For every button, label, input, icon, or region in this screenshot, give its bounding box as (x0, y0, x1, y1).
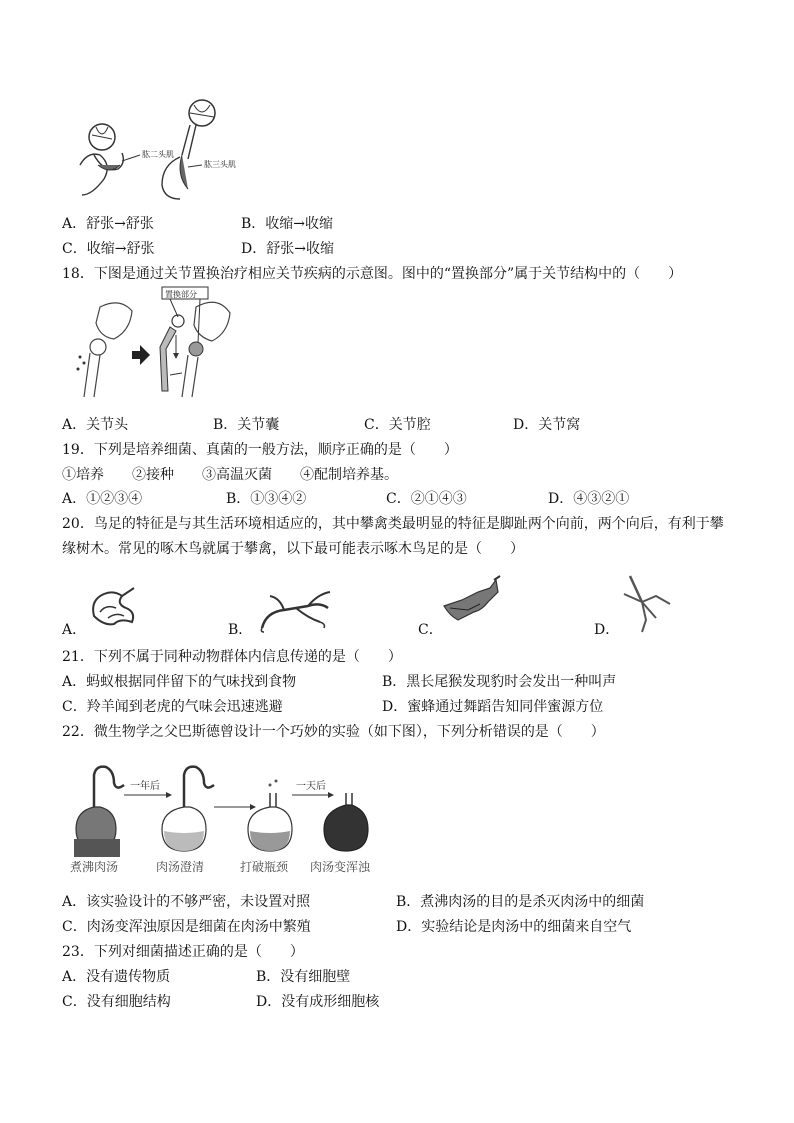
q23-option-a[interactable]: A．没有遗传物质 (62, 969, 171, 985)
q20-foot-d-image (620, 574, 680, 634)
q17-label-triceps: 肱三头肌 (204, 160, 236, 169)
q18-option-b[interactable]: B．关节囊 (213, 417, 280, 433)
q20-stem-line1: 20．鸟足的特征是与其生活环境相适应的，其中攀禽类最明显的特征是脚趾两个向前，两个向后，有利于攀 (62, 516, 724, 532)
q20-foot-c-image (438, 576, 508, 626)
q19-option-b[interactable]: B．①③④② (226, 491, 307, 507)
q22-stem: 22．微生物学之父巴斯德曾设计一个巧妙的实验（如下图），下列分析错误的是（ ） (62, 724, 605, 740)
q18-label-replacement: 置换部分 (165, 290, 197, 299)
q22-option-d[interactable]: D．实验结论是肉汤中的细菌来自空气 (396, 919, 632, 935)
q22-arrow-label-2: 一天后 (296, 781, 326, 792)
q17-option-d[interactable]: D．舒张→收缩 (241, 241, 334, 257)
q21-option-c[interactable]: C．羚羊闻到老虎的气味会迅速逃避 (62, 699, 283, 715)
q17-arm-muscle-figure (70, 95, 250, 205)
q17-option-b[interactable]: B．收缩→收缩 (241, 216, 334, 232)
q20-foot-a-image (86, 582, 146, 627)
q20-option-c[interactable]: C． (418, 622, 443, 638)
q20-option-b[interactable]: B． (228, 622, 253, 638)
q18-option-c[interactable]: C．关节腔 (364, 417, 431, 433)
q21-stem: 21．下列不属于同种动物群体内信息传递的是（ ） (62, 649, 402, 665)
q18-stem: 18．下图是通过关节置换治疗相应关节疾病的示意图。图中的“置换部分”属于关节结构中的（ ） (62, 266, 683, 282)
q22-pasteur-experiment-figure (66, 755, 386, 880)
q17-option-a[interactable]: A．舒张→舒张 (62, 216, 154, 232)
q22-option-a[interactable]: A．该实验设计的不够严密，未设置对照 (62, 894, 311, 910)
q22-caption-1: 煮沸肉汤 (70, 860, 119, 874)
q20-stem-line2: 缘树木。常见的啄木鸟就属于攀禽，以下最可能表示啄木鸟足的是（ ） (62, 541, 524, 557)
q19-option-c[interactable]: C．②①④③ (386, 491, 467, 507)
q22-option-b[interactable]: B．煮沸肉汤的目的是杀灭肉汤中的细菌 (396, 894, 645, 910)
q19-steps: ①培养 ②接种 ③高温灭菌 ④配制培养基。 (62, 467, 398, 483)
q22-arrow-label-1: 一年后 (130, 781, 160, 792)
q17-label-biceps: 肱二头肌 (142, 150, 174, 159)
q22-caption-2: 肉汤澄清 (156, 860, 205, 874)
q23-option-d[interactable]: D．没有成形细胞核 (256, 994, 380, 1010)
q17-option-c[interactable]: C．收缩→舒张 (62, 241, 155, 257)
q18-option-a[interactable]: A．关节头 (62, 417, 129, 433)
q19-option-d[interactable]: D．④③②① (548, 491, 630, 507)
q23-option-c[interactable]: C．没有细胞结构 (62, 994, 171, 1010)
q20-foot-b-image (256, 588, 336, 633)
q22-caption-3: 打破瓶颈 (240, 860, 289, 874)
q19-option-a[interactable]: A．①②③④ (62, 491, 143, 507)
q22-caption-4: 肉汤变浑浊 (310, 860, 371, 874)
q23-option-b[interactable]: B．没有细胞壁 (256, 969, 351, 985)
q18-joint-replacement-figure (70, 287, 245, 407)
q21-option-b[interactable]: B．黑长尾猴发现豹时会发出一种叫声 (382, 674, 617, 690)
q22-option-c[interactable]: C．肉汤变浑浊原因是细菌在肉汤中繁殖 (62, 919, 311, 935)
q21-option-a[interactable]: A．蚂蚁根据同伴留下的气味找到食物 (62, 674, 297, 690)
q21-option-d[interactable]: D．蜜蜂通过舞蹈告知同伴蜜源方位 (382, 699, 604, 715)
q18-option-d[interactable]: D．关节窝 (513, 417, 581, 433)
q23-stem: 23．下列对细菌描述正确的是（ ） (62, 944, 304, 960)
q19-stem: 19．下列是培养细菌、真菌的一般方法，顺序正确的是（ ） (62, 442, 458, 458)
q20-option-d[interactable]: D． (594, 622, 620, 638)
q20-option-a[interactable]: A． (62, 622, 87, 638)
